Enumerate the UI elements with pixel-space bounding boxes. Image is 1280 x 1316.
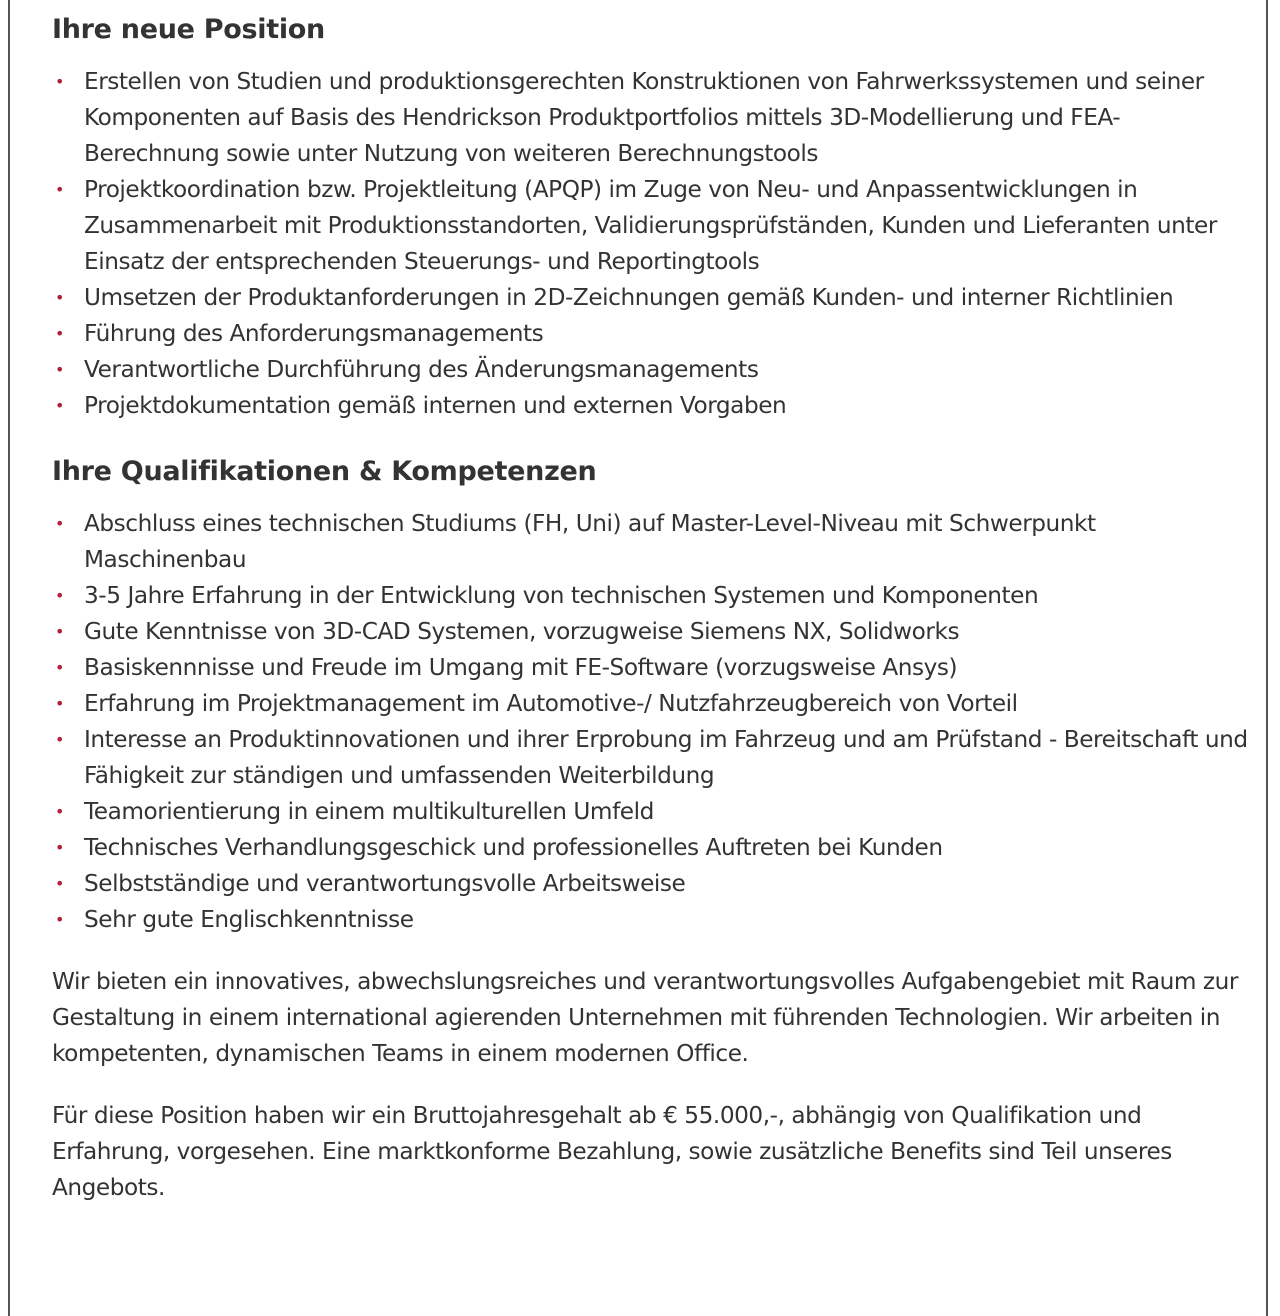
list-item <box>52 388 1248 424</box>
list-item <box>52 578 1248 614</box>
bullet-icon: • <box>55 910 64 929</box>
list-item <box>52 902 1248 938</box>
bullet-icon: • <box>55 72 64 91</box>
bullet-icon: • <box>55 360 64 379</box>
list-item <box>52 650 1248 686</box>
bullet-icon: • <box>55 288 64 307</box>
list-item-text: Technisches Verhandlungsgeschick und professionelles Auftreten bei Kunden <box>84 834 943 861</box>
list-item-text: Abschluss eines technischen Studiums (FH, Uni) auf Master-Level-Niveau mit Schwerpunkt Maschinenbau <box>84 510 1096 573</box>
bullet-icon: • <box>55 658 64 677</box>
list-item-text: Erstellen von Studien und produktionsgerechten Konstruktionen von Fahrwerkssystemen und seiner Komponenten auf Basis des Hendrickson Produktportfolios mittels 3D-Modellierung und FEA-Berechnung sowie unter Nutzung von weiteren Berechnungstools <box>84 68 1204 167</box>
job-description-frame <box>8 0 1268 1316</box>
bullet-icon: • <box>55 874 64 893</box>
list-item <box>52 794 1248 830</box>
list-item-text: Gute Kenntnisse von 3D-CAD Systemen, vorzugweise Siemens NX, Solidworks <box>84 618 960 645</box>
list-item <box>52 506 1248 578</box>
bullet-icon: • <box>55 586 64 605</box>
list-item <box>52 352 1248 388</box>
list-item-text: Umsetzen der Produktanforderungen in 2D-Zeichnungen gemäß Kunden- und interner Richtlinien <box>84 284 1174 311</box>
bullet-icon: • <box>55 694 64 713</box>
position-list <box>52 64 1248 424</box>
list-item-text: Führung des Anforderungsmanagements <box>84 320 544 347</box>
list-item-text: Teamorientierung in einem multikulturellen Umfeld <box>84 798 654 825</box>
list-item <box>52 686 1248 722</box>
bullet-icon: • <box>55 802 64 821</box>
list-item <box>52 64 1248 172</box>
list-item <box>52 614 1248 650</box>
offer-paragraph: Wir bieten ein innovatives, abwechslungsreiches und verantwortungsvolles Aufgabengebiet mit Raum zur Gestaltung in einem international agierenden Unternehmen mit führenden Technologien. Wir arbeiten in kompetenten, dynamischen Teams in einem modernen Office. <box>52 968 1238 1067</box>
qualifications-list <box>52 506 1248 938</box>
list-item <box>52 722 1248 794</box>
bullet-icon: • <box>55 324 64 343</box>
list-item <box>52 866 1248 902</box>
list-item-text: Basiskennnisse und Freude im Umgang mit FE-Software (vorzugsweise Ansys) <box>84 654 958 681</box>
heading-position: Ihre neue Position <box>52 14 325 45</box>
bullet-icon: • <box>55 730 64 749</box>
list-item-text: 3-5 Jahre Erfahrung in der Entwicklung von technischen Systemen und Komponenten <box>84 582 1039 609</box>
bullet-icon: • <box>55 180 64 199</box>
job-description-content <box>52 8 1248 1206</box>
list-item-text: Verantwortliche Durchführung des Änderungsmanagements <box>84 356 759 383</box>
list-item-text: Projektkoordination bzw. Projektleitung (APQP) im Zuge von Neu- und Anpassentwicklungen in Zusammenarbeit mit Produktionsstandorten, Validierungsprüfständen, Kunden und Lieferanten unter Einsatz der entsprechenden Steuerungs- und Reportingtools <box>84 176 1217 275</box>
list-item-text: Projektdokumentation gemäß internen und externen Vorgaben <box>84 392 787 419</box>
list-item-text: Sehr gute Englischkenntnisse <box>84 906 414 933</box>
heading-qualifications: Ihre Qualifikationen & Kompetenzen <box>52 456 597 487</box>
list-item-text: Interesse an Produktinnovationen und ihrer Erprobung im Fahrzeug und am Prüfstand - Bereitschaft und Fähigkeit zur ständigen und umfassenden Weiterbildung <box>84 726 1248 789</box>
list-item-text: Selbstständige und verantwortungsvolle Arbeitsweise <box>84 870 686 897</box>
list-item <box>52 316 1248 352</box>
bullet-icon: • <box>55 838 64 857</box>
list-item-text: Erfahrung im Projektmanagement im Automotive-/ Nutzfahrzeugbereich von Vorteil <box>84 690 1018 717</box>
bullet-icon: • <box>55 514 64 533</box>
bullet-icon: • <box>55 396 64 415</box>
salary-paragraph: Für diese Position haben wir ein Bruttojahresgehalt ab € 55.000,-, abhängig von Qualifikation und Erfahrung, vorgesehen. Eine marktkonforme Bezahlung, sowie zusätzliche Benefits sind Teil unseres Angebots. <box>52 1102 1172 1201</box>
list-item <box>52 830 1248 866</box>
list-item <box>52 280 1248 316</box>
bullet-icon: • <box>55 622 64 641</box>
list-item <box>52 172 1248 280</box>
